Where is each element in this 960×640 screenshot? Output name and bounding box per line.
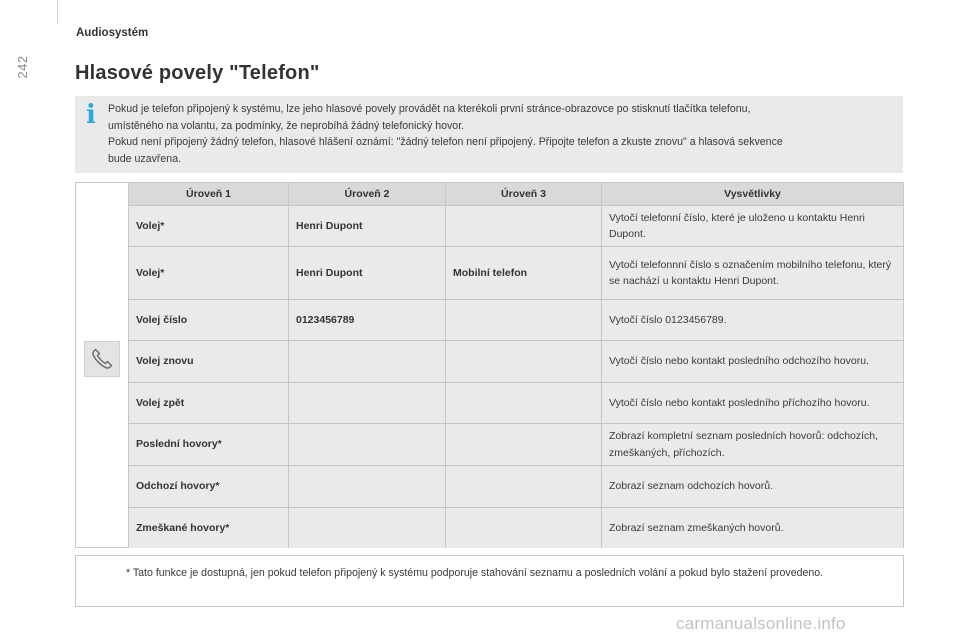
cell-level3	[446, 508, 602, 549]
info-icon: i	[86, 100, 96, 130]
cell-level1: Volej zpět	[129, 383, 289, 424]
table-header-row	[129, 183, 904, 206]
table-row	[129, 508, 904, 549]
column-header: Úroveň 2	[289, 183, 446, 206]
page-number: 242	[15, 55, 30, 79]
table-row	[129, 383, 904, 424]
cell-level3: Mobilní telefon	[446, 247, 602, 300]
footnote-text: * Tato funkce je dostupná, jen pokud telefon připojený k systému podporuje stahování seznamu a posledních volání a pokud bylo stažení provedeno.	[126, 567, 824, 579]
cell-description: Zobrazí seznam zmeškaných hovorů.	[602, 508, 904, 549]
cell-level3	[446, 466, 602, 508]
phone-icon-box	[84, 341, 120, 377]
cell-level3	[446, 424, 602, 466]
cell-description: Zobrazí seznam odchozích hovorů.	[602, 466, 904, 508]
watermark: carmanualsonline.info	[676, 614, 846, 633]
cell-level1: Volej*	[129, 206, 289, 247]
cell-level2: Henri Dupont	[289, 206, 446, 247]
cell-level2	[289, 341, 446, 383]
table-row	[129, 300, 904, 341]
cell-description: Vytočí telefonnní číslo s označením mobilního telefonu, který se nachází u kontaktu Henri Dupont.	[602, 247, 904, 300]
cell-level1: Volej znovu	[129, 341, 289, 383]
phone-column	[76, 183, 128, 547]
margin-rule	[57, 0, 58, 24]
cell-level2	[289, 466, 446, 508]
cell-level2	[289, 383, 446, 424]
table-row	[129, 424, 904, 466]
cell-level3	[446, 206, 602, 247]
info-box	[75, 96, 903, 173]
info-text	[108, 101, 898, 167]
table-row	[129, 206, 904, 247]
page-title: Hlasové povely "Telefon"	[75, 62, 320, 84]
table-row	[129, 466, 904, 508]
cell-level2	[289, 508, 446, 549]
info-line: Pokud není připojený žádný telefon, hlasové hlášení oznámí: "žádný telefon není připojený. Připojte telefon a zkuste znovu" a hlasová sekvence	[108, 136, 783, 148]
info-line: umístěného na volantu, za podmínky, že neprobíhá žádný telefonický hovor.	[108, 119, 465, 132]
cell-level3	[446, 300, 602, 341]
column-header: Úroveň 1	[129, 183, 289, 206]
cell-level2	[289, 424, 446, 466]
table-row	[129, 247, 904, 300]
cell-level1: Odchozí hovory*	[129, 466, 289, 508]
cell-level1: Poslední hovory*	[129, 424, 289, 466]
cell-level2: 0123456789	[289, 300, 446, 341]
footnote-box	[75, 555, 904, 607]
info-line: Pokud je telefon připojený k systému, lze jeho hlasové povely provádět na kterékoli první stránce-obrazovce po stisknutí tlačítka telefonu,	[108, 103, 751, 115]
cell-description: Vytočí číslo nebo kontakt posledního odchozího hovoru.	[602, 341, 904, 383]
cell-level3	[446, 341, 602, 383]
cell-level3	[446, 383, 602, 424]
commands-table-frame	[75, 182, 904, 548]
info-line: bude uzavřena.	[108, 152, 182, 165]
cell-level1: Volej číslo	[129, 300, 289, 341]
cell-description: Zobrazí kompletní seznam posledních hovorů: odchozích, zmeškaných, příchozích.	[602, 424, 904, 466]
table-row	[129, 341, 904, 383]
cell-description: Vytočí číslo nebo kontakt posledního příchozího hovoru.	[602, 383, 904, 424]
commands-table	[128, 183, 903, 548]
phone-icon	[85, 342, 119, 376]
cell-level1: Volej*	[129, 247, 289, 300]
column-header: Vysvětlivky	[602, 183, 904, 206]
section-title: Audiosystém	[76, 27, 149, 39]
column-header: Úroveň 3	[446, 183, 602, 206]
cell-level2: Henri Dupont	[289, 247, 446, 300]
cell-description: Vytočí telefonní číslo, které je uloženo u kontaktu Henri Dupont.	[602, 206, 904, 247]
cell-description: Vytočí číslo 0123456789.	[602, 300, 904, 341]
cell-level1: Zmeškané hovory*	[129, 508, 289, 549]
